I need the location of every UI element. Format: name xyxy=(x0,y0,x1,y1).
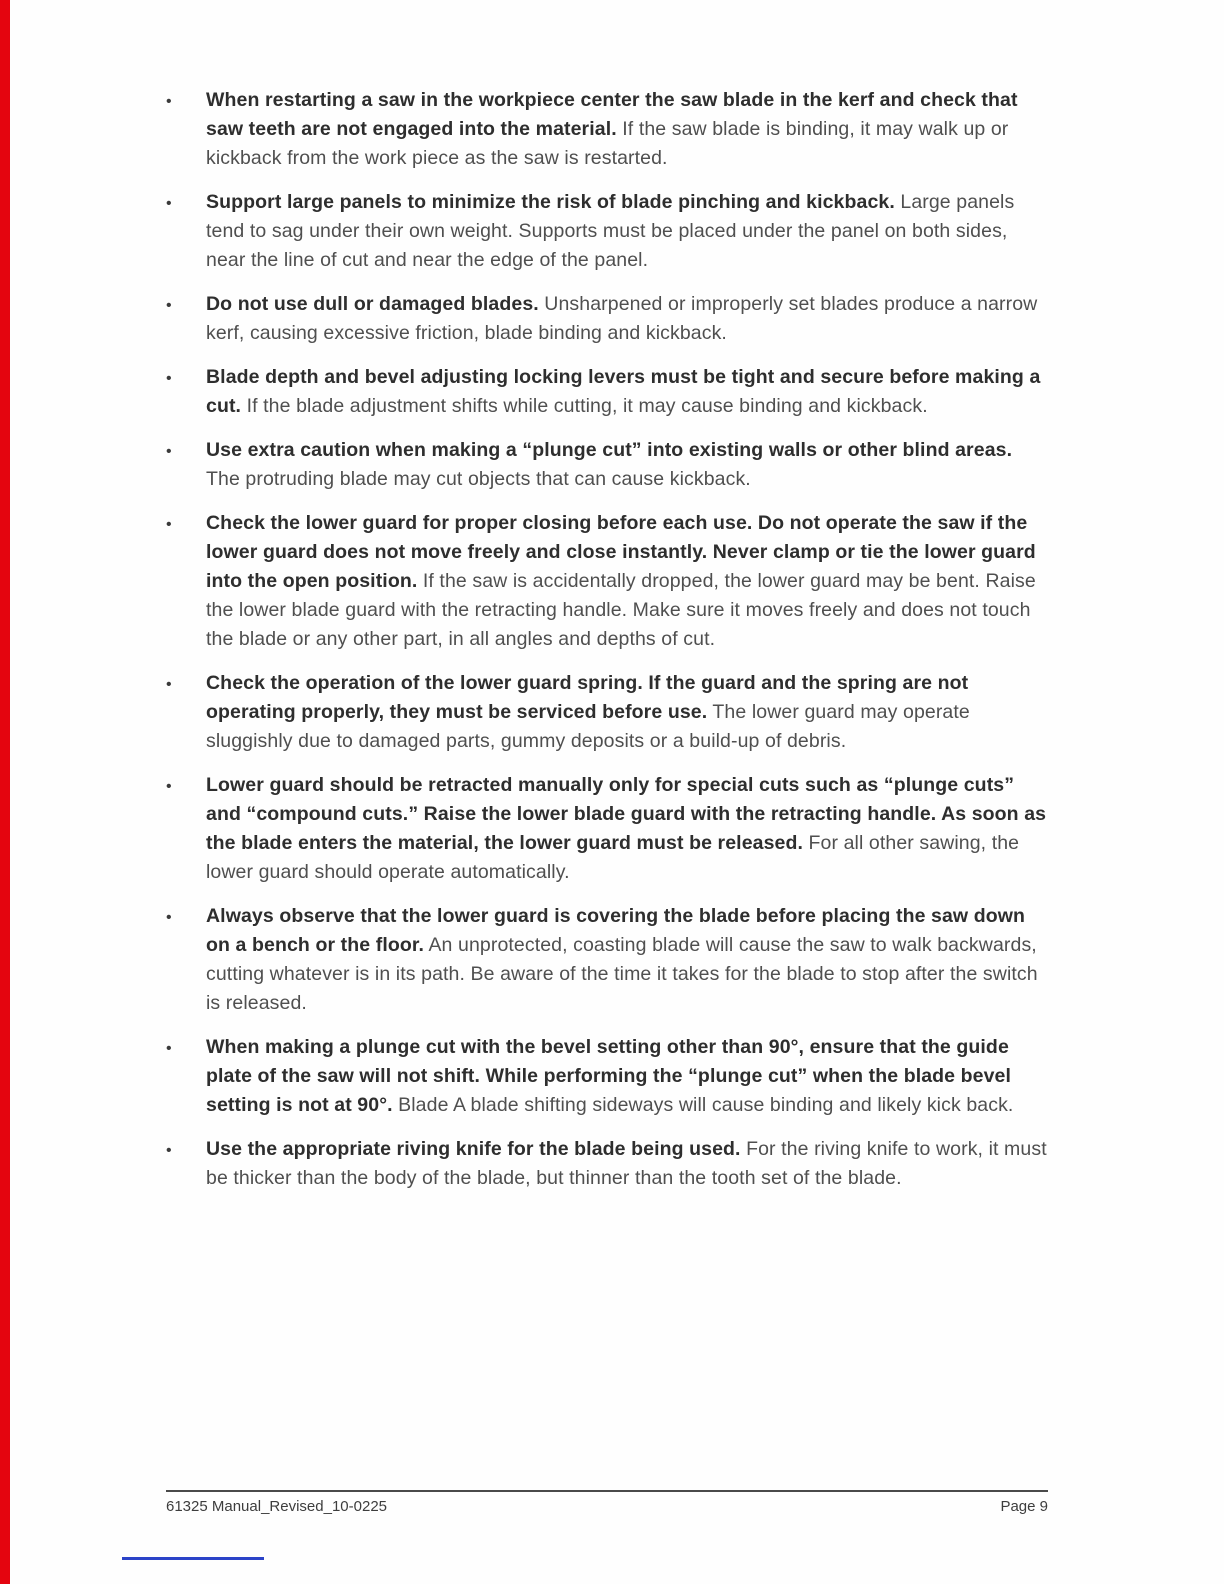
bullet-marker-icon: • xyxy=(166,297,172,314)
bullet-paragraph xyxy=(206,771,1048,887)
bullet-paragraph xyxy=(206,1135,1048,1193)
bullet-regular-text: Unsharpened or improperly set blades produce a narrow kerf, causing excessive friction, blade binding and kickback. xyxy=(206,293,1038,344)
bullet-marker-icon: • xyxy=(166,1142,172,1159)
footer-page-number: Page 9 xyxy=(1000,1498,1048,1515)
bullet-regular-text: If the saw is accidentally dropped, the lower guard may be bent. Raise the lower blade guard with the retracting handle. Make sure it moves freely and does not touch the blade or any other part, in all angles and depths of cut. xyxy=(206,570,1036,650)
bullet-marker-icon: • xyxy=(166,516,172,533)
safety-bullet-item xyxy=(166,509,1048,654)
safety-bullet-item xyxy=(166,188,1048,275)
bullet-bold-text: Check the operation of the lower guard spring. If the guard and the spring are not operating properly, they must be serviced before use. xyxy=(206,672,969,723)
safety-bullet-item xyxy=(166,1135,1048,1193)
safety-bullet-item xyxy=(166,1033,1048,1120)
bullet-marker-icon: • xyxy=(166,443,172,460)
bullet-bold-text: Do not use dull or damaged blades. xyxy=(206,293,539,315)
safety-bullet-item xyxy=(166,86,1048,173)
bullet-paragraph xyxy=(206,363,1048,421)
bullet-bold-text: Blade depth and bevel adjusting locking levers must be tight and secure before making a cut. xyxy=(206,366,1041,417)
bullet-regular-text: If the blade adjustment shifts while cutting, it may cause binding and kickback. xyxy=(241,395,928,417)
footer-document-id: 61325 Manual_Revised_10-0225 xyxy=(166,1498,388,1515)
bullet-bold-text: When making a plunge cut with the bevel setting other than 90°, ensure that the guide plate of the saw will not shift. While performing the “plunge cut” when the blade bevel setting is not at 90°. xyxy=(206,1036,1012,1116)
safety-bullet-item xyxy=(166,290,1048,348)
bullet-paragraph xyxy=(206,436,1048,494)
bullet-paragraph xyxy=(206,290,1048,348)
scan-link-artifact xyxy=(122,1557,264,1560)
bullet-bold-text: Use extra caution when making a “plunge cut” into existing walls or other blind areas. xyxy=(206,439,1013,461)
bullet-regular-text: For all other sawing, the lower guard should operate automatically. xyxy=(206,832,1020,883)
bullet-paragraph xyxy=(206,188,1048,275)
bullet-marker-icon: • xyxy=(166,909,172,926)
bullet-bold-text: Support large panels to minimize the risk of blade pinching and kickback. xyxy=(206,191,895,213)
bullet-marker-icon: • xyxy=(166,93,172,110)
bullet-regular-text: For the riving knife to work, it must be thicker than the body of the blade, but thinner than the tooth set of the blade. xyxy=(206,1138,1047,1189)
bullet-marker-icon: • xyxy=(166,676,172,693)
bullet-paragraph xyxy=(206,1033,1048,1120)
bullet-bold-text: When restarting a saw in the workpiece center the saw blade in the kerf and check that saw teeth are not engaged into the material. xyxy=(206,89,1018,140)
bullet-paragraph xyxy=(206,669,1048,756)
bullet-regular-text: The lower guard may operate sluggishly due to damaged parts, gummy deposits or a build-up of debris. xyxy=(206,701,970,752)
bullet-bold-text: Check the lower guard for proper closing before each use. Do not operate the saw if the lower guard does not move freely and close instantly. Never clamp or tie the lower guard into the open position. xyxy=(206,512,1036,592)
bullet-paragraph xyxy=(206,902,1048,1018)
scan-edge-artifact xyxy=(0,0,10,1584)
bullet-paragraph xyxy=(206,509,1048,654)
bullet-paragraph xyxy=(206,86,1048,173)
bullet-regular-text: The protruding blade may cut objects that can cause kickback. xyxy=(206,468,751,490)
bullet-marker-icon: • xyxy=(166,778,172,795)
safety-bullet-item xyxy=(166,363,1048,421)
bullet-bold-text: Always observe that the lower guard is covering the blade before placing the saw down on a bench or the floor. xyxy=(206,905,1026,956)
safety-bullet-item xyxy=(166,771,1048,887)
bullet-regular-text: Blade A blade shifting sideways will cause binding and likely kick back. xyxy=(392,1094,1014,1116)
bullet-regular-text: Large panels tend to sag under their own weight. Supports must be placed under the panel on both sides, near the line of cut and near the edge of the panel. xyxy=(206,191,1015,271)
bullet-marker-icon: • xyxy=(166,1040,172,1057)
bullet-regular-text: An unprotected, coasting blade will cause the saw to walk backwards, cutting whatever is in its path. Be aware of the time it takes for the blade to stop after the switch is released. xyxy=(206,934,1038,1014)
bullet-regular-text: If the saw blade is binding, it may walk up or kickback from the work piece as the saw is restarted. xyxy=(206,118,1009,169)
safety-bullet-item xyxy=(166,902,1048,1018)
bullet-marker-icon: • xyxy=(166,370,172,387)
safety-bullet-list xyxy=(166,86,1048,1193)
bullet-marker-icon: • xyxy=(166,195,172,212)
page-content xyxy=(166,86,1048,1208)
safety-bullet-item xyxy=(166,669,1048,756)
bullet-bold-text: Use the appropriate riving knife for the blade being used. xyxy=(206,1138,741,1160)
page-footer xyxy=(166,1490,1048,1515)
bullet-bold-text: Lower guard should be retracted manually only for special cuts such as “plunge cuts” and “compound cuts.” Raise the lower blade guard with the retracting handle. As soon as the blade enters the material, the lower guard must be released. xyxy=(206,774,1047,854)
safety-bullet-item xyxy=(166,436,1048,494)
